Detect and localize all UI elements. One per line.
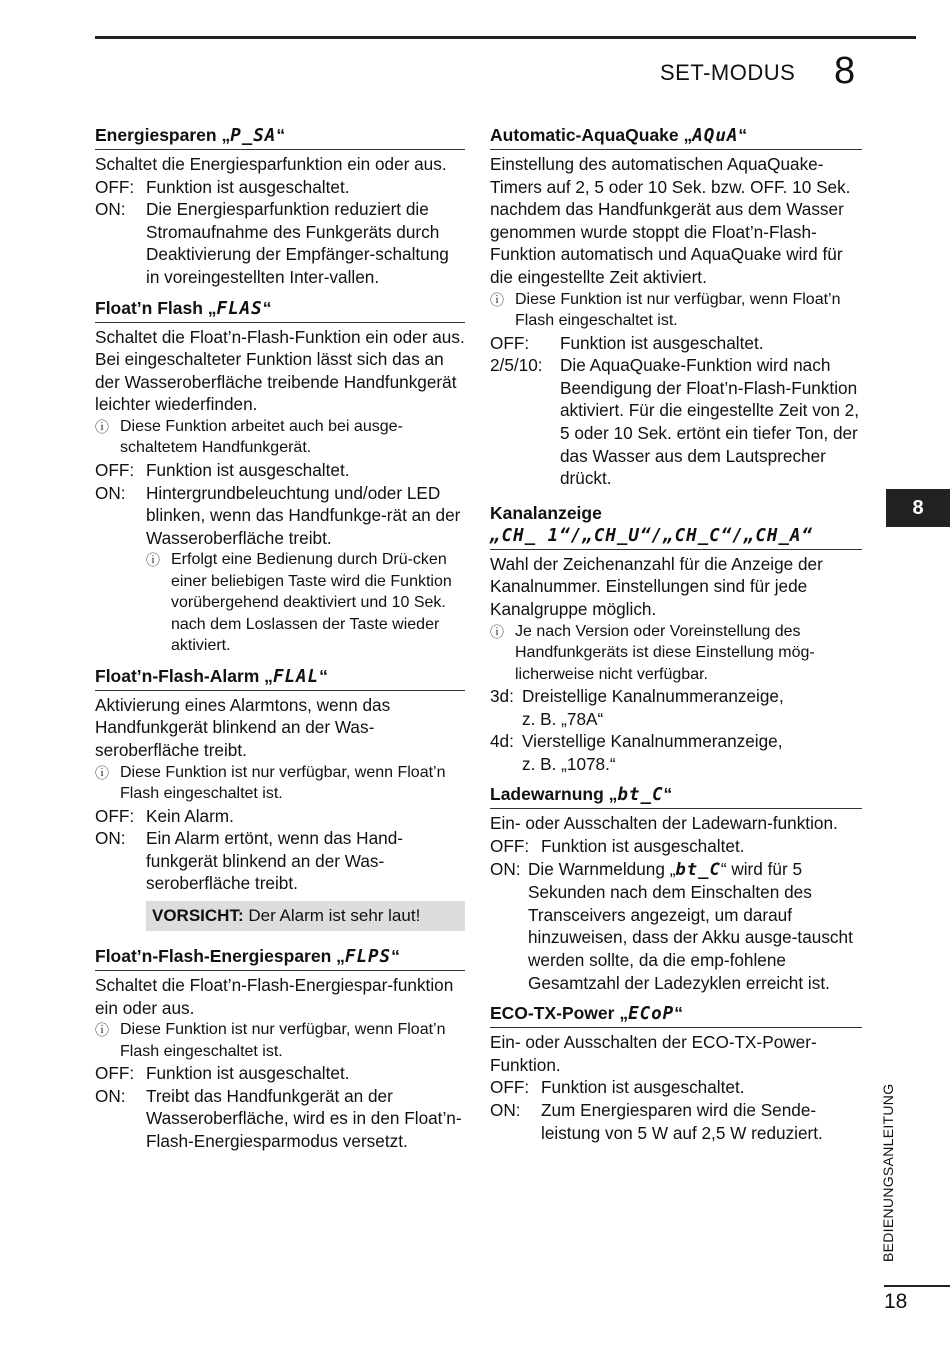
option-off: OFF: Funktion ist ausgeschaltet. xyxy=(95,1063,350,1084)
option-off: OFF: Kein Alarm. xyxy=(95,805,234,826)
paragraph: Ein- oder Ausschalten der ECO-TX-Power-Funktion. xyxy=(490,1032,817,1075)
info-icon: ⓘ xyxy=(490,623,504,640)
section-heading: Ladewarnung „bt_C“ xyxy=(490,783,862,809)
lcd-code: FLPS xyxy=(344,946,392,967)
caution-box: VORSICHT: Der Alarm ist sehr laut! xyxy=(146,901,465,931)
chapter-title: SET-MODUS xyxy=(660,60,796,85)
option-on: ON: Die Warnmeldung „bt_C“ wird für 5 Sekunden nach dem Einschalten des Transceivers angezeigt, um darauf hinzuweisen, dass der Akku ausge-tauscht werden sollte, da die emp-fohlene Gesamtzahl der Ladezyklen erreicht ist. xyxy=(490,858,853,993)
option-on: ON: Die Energiesparfunktion reduziert die Stromaufnahme des Funkgeräts durch Deaktivierung der Empfänger-schaltung in voreingestellten Inter-vallen. xyxy=(95,199,449,287)
lcd-code: „CH_ 1“/„CH_U“/„CH_C“/„CH_A“ xyxy=(490,525,814,546)
note: ⓘ Erfolgt eine Bedienung durch Drü-cken einer beliebigen Taste wird die Funktion vorübergehend deaktiviert und 10 Sek. nach dem Loslassen der Taste wieder aktiviert. xyxy=(146,549,465,657)
section-heading: Energiesparen „P_SA“ xyxy=(95,124,465,150)
info-icon: ⓘ xyxy=(95,1022,109,1039)
option-off: OFF: Funktion ist ausgeschaltet. xyxy=(95,176,350,197)
option-on: ON: Treibt das Handfunkgerät an der Wasseroberfläche, wird es in den Float’n-Flash-Energiesparmodus versetzt. xyxy=(95,1085,462,1151)
lcd-code: AQuA xyxy=(692,126,739,146)
paragraph: Schaltet die Float’n-Flash-Energiespar-funktion ein oder aus. xyxy=(95,974,454,1018)
option-3d: 3d: Dreistellige Kanalnummeranzeige, xyxy=(490,686,784,706)
section-kanalanzeige xyxy=(490,502,862,776)
chapter-tab: 8 xyxy=(886,489,950,527)
lcd-code: P_SA xyxy=(230,126,277,146)
section-heading: ECO-TX-Power „ECoP“ xyxy=(490,1002,862,1028)
option-on: ON: Ein Alarm ertönt, wenn das Hand-funkgerät blinkend an der Was-seroberfläche treibt. xyxy=(95,828,403,894)
paragraph: Aktivierung eines Alarmtons, wenn das Handfunkgerät blinkend an der Was-seroberfläche treibt. xyxy=(95,694,391,760)
lcd-code: FLAL xyxy=(272,666,320,687)
option-off: OFF: Funktion ist ausgeschaltet. xyxy=(95,459,350,480)
page-number: 18 xyxy=(884,1290,908,1313)
paragraph: Schaltet die Energiesparfunktion ein oder aus. xyxy=(95,154,447,174)
chapter-number: 8 xyxy=(834,50,856,92)
right-column xyxy=(490,124,862,1144)
option-on: ON: Zum Energiesparen wird die Sende-leistung von 5 W auf 2,5 W reduziert. xyxy=(490,1099,823,1143)
note: ⓘ Diese Funktion ist nur verfügbar, wenn Float’n Flash eingeschaltet ist. xyxy=(490,289,862,332)
lcd-code: bt_C xyxy=(617,785,664,806)
paragraph: Ein- oder Ausschalten der Ladewarn-funktion. xyxy=(490,813,838,834)
section-eco-tx-power xyxy=(490,1002,862,1144)
section-heading: Automatic-AquaQuake „AQuA“ xyxy=(490,124,862,150)
option-off: OFF: Funktion ist ausgeschaltet. xyxy=(490,835,745,856)
example: z. B. „1078.“ xyxy=(522,753,616,774)
option-on: ON: Hintergrundbeleuchtung und/oder LED blinken, wenn das Handfunkge-rät an der Wasseroberfläche treibt. xyxy=(95,482,461,548)
option-4d: 4d: Vierstellige Kanalnummeranzeige, xyxy=(490,731,783,752)
section-ladewarnung xyxy=(490,783,862,994)
option-off: OFF: Funktion ist ausgeschaltet. xyxy=(490,1077,745,1098)
info-icon: ⓘ xyxy=(146,552,160,569)
section-energiesparen xyxy=(95,124,465,289)
footer-rule xyxy=(884,1285,950,1287)
section-float-n-flash-energiesparen xyxy=(95,945,465,1153)
section-heading: Float’n-Flash-Alarm „FLAL“ xyxy=(95,665,465,691)
section-heading-codes xyxy=(490,524,862,550)
section-heading: Float’n Flash „FLAS“ xyxy=(95,297,465,323)
paragraph: Schaltet die Float’n-Flash-Funktion ein oder aus. Bei eingeschalteter Funktion lässt sich das an der Wasseroberfläche treibende Handfunkgerät leichter wiederfinden. xyxy=(95,326,465,415)
lcd-code: bt_C xyxy=(675,859,721,880)
section-aquaquake xyxy=(490,124,862,490)
example: z. B. „78A“ xyxy=(522,708,604,729)
note: ⓘ Diese Funktion arbeitet auch bei ausge-schaltetem Handfunkgerät. xyxy=(95,416,465,459)
option-timer: 2/5/10: Die AquaQuake-Funktion wird nach Beendigung der Float’n-Flash-Funktion aktiviert. Für die eingestellte Zeit von 2, 5 oder 10 Sek. ertönt ein tiefer Ton, der das Wasser aus dem Lautsprecher drückt. xyxy=(490,355,860,489)
paragraph: Wahl der Zeichenanzahl für die Anzeige der Kanalnummer. Einstellungen sind für jede Kanalgruppe möglich. xyxy=(490,553,823,619)
lcd-code: FLAS xyxy=(216,298,263,319)
top-rule xyxy=(95,36,916,39)
info-icon: ⓘ xyxy=(95,418,109,435)
note: ⓘ Je nach Version oder Voreinstellung des Handfunkgeräts ist diese Einstellung mög-licherweise nicht verfügbar. xyxy=(490,621,862,686)
note: ⓘ Diese Funktion ist nur verfügbar, wenn Float’n Flash eingeschaltet ist. xyxy=(95,1019,465,1062)
lcd-code: ECoP xyxy=(628,1004,675,1025)
section-heading: Float’n-Flash-Energiesparen „FLPS“ xyxy=(95,945,465,971)
paragraph: Einstellung des automatischen AquaQuake-Timers auf 2, 5 oder 10 Sek. bzw. OFF. 10 Sek. nachdem das Handfunkgerät aus dem Wasser genommen wurde stoppt die Float’n-Flash-Funktion automatisch und AquaQuake wird für die eingestellte Zeit aktiviert. xyxy=(490,154,851,287)
info-icon: ⓘ xyxy=(490,291,504,308)
info-icon: ⓘ xyxy=(95,764,109,781)
note: ⓘ Diese Funktion ist nur verfügbar, wenn Float’n Flash eingeschaltet ist. xyxy=(95,762,465,805)
side-label: BEDIENUNGSANLEITUNG xyxy=(880,1083,896,1262)
section-heading: Kanalanzeige xyxy=(490,502,602,523)
section-float-n-flash xyxy=(95,297,465,657)
section-float-n-flash-alarm xyxy=(95,665,465,931)
option-off: OFF: Funktion ist ausgeschaltet. xyxy=(490,332,764,353)
left-column xyxy=(95,124,465,1153)
